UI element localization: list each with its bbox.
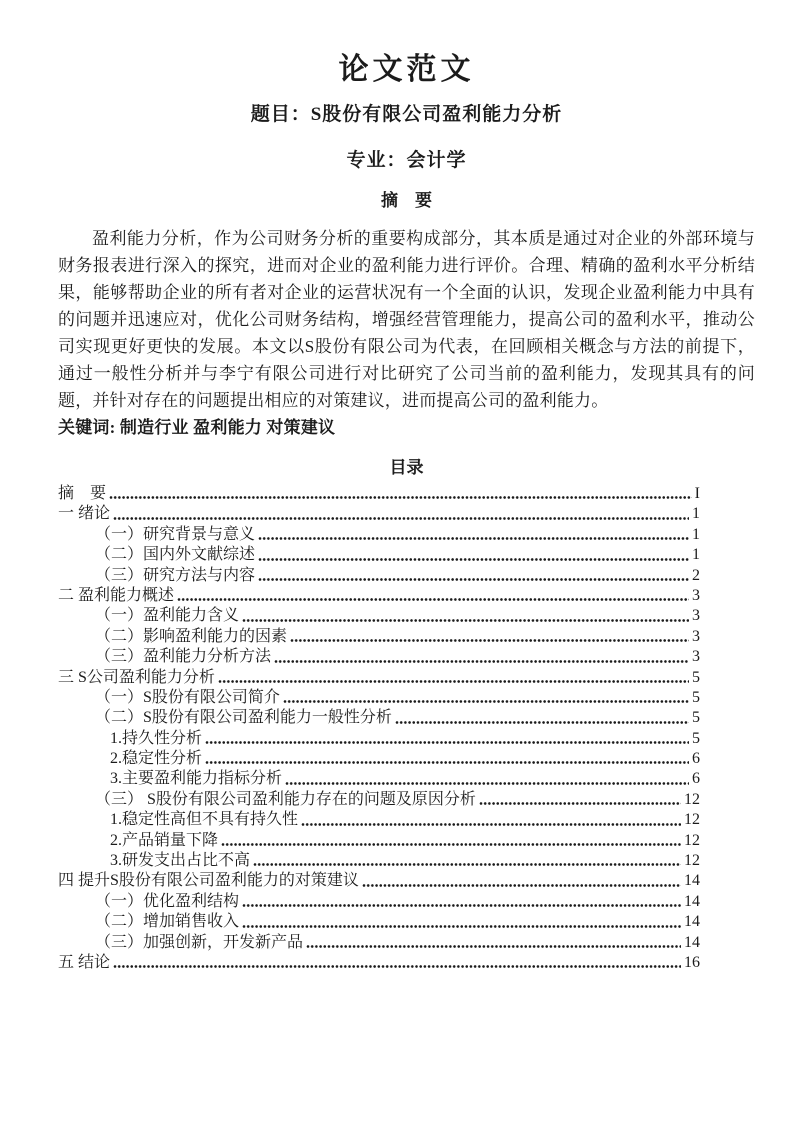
topic-line: 题目：S股份有限公司盈利能力分析 [250,104,563,125]
toc-entry-label: （一）优化盈利结构 [95,892,240,910]
toc-leader-dots [395,720,689,725]
toc-entry [58,749,700,769]
toc-entry [58,769,700,789]
toc-page-number: 3 [692,648,700,666]
toc-leader-dots [218,679,689,684]
toc-leader-dots [258,536,689,541]
toc-entry [58,504,700,524]
toc-entry [58,627,700,647]
toc-leader-dots [258,577,689,582]
toc-page-number: 14 [684,933,700,951]
toc-leader-dots [205,740,689,745]
toc-entry [58,851,700,871]
toc-page-number: 3 [692,607,700,625]
toc-entry [58,790,700,810]
toc-entry [58,586,700,606]
toc-page-number: 3 [692,627,700,645]
table-of-contents [58,484,700,973]
toc-page-number: 14 [684,892,700,910]
toc-entry [58,647,700,667]
toc-page-number: 3 [692,586,700,604]
toc-entry-label: 2.产品销量下降 [110,831,219,849]
toc-leader-dots [479,801,681,806]
toc-entry-label: （三）加强创新，开发新产品 [95,933,304,951]
toc-entry [58,484,700,504]
toc-page-number: 5 [692,688,700,706]
toc-page-number: 14 [684,872,700,890]
toc-leader-dots [242,618,689,623]
toc-entry [58,831,700,851]
toc-page-number: 5 [692,709,700,727]
toc-entry-label: （三）盈利能力分析方法 [95,648,272,666]
toc-entry [58,892,700,912]
toc-entry-label: 四 提升S股份有限公司盈利能力的对策建议 [58,872,359,890]
toc-page-number: 12 [684,790,700,808]
toc-leader-dots [113,516,689,521]
keywords-line [58,414,755,441]
toc-entry-label: 3.主要盈利能力指标分析 [110,770,283,788]
toc-entry [58,729,700,749]
toc-leader-dots [362,883,681,888]
toc-entry-label: （二）影响盈利能力的因素 [95,627,288,645]
keywords-text: 制造行业 盈利能力 对策建议 [119,418,336,437]
toc-entry-label: 摘 要 [58,485,107,502]
toc-entry [58,566,700,586]
toc-entry-label: 五 结论 [58,953,111,971]
toc-entry [58,810,700,830]
toc-entry-label: 2.稳定性分析 [110,750,203,768]
toc-leader-dots [285,781,689,786]
toc-page-number: 6 [692,770,700,788]
toc-page-number: I [694,485,700,502]
toc-entry-label: 三 S公司盈利能力分析 [58,668,215,686]
keywords-label: 关键词: [58,418,116,437]
toc-leader-dots [242,924,681,929]
toc-leader-dots [290,638,689,643]
toc-page-number: 1 [692,525,700,543]
major-line: 专业：会计学 [346,150,467,171]
toc-leader-dots [205,760,689,765]
toc-leader-dots [221,842,681,847]
toc-entry-label: 3.研发支出占比不高 [110,852,251,870]
toc-entry [58,871,700,891]
toc-entry-label: 二 盈利能力概述 [58,586,175,604]
toc-leader-dots [253,862,681,867]
toc-entry-label: （一）研究背景与意义 [95,525,256,543]
toc-page-number: 12 [684,811,700,829]
toc-leader-dots [242,903,681,908]
toc-entry [58,545,700,565]
toc-entry-label: （三） S股份有限公司盈利能力存在的问题及原因分析 [95,790,476,808]
toc-entry-label: （二）国内外文献综述 [95,546,256,564]
toc-leader-dots [283,699,689,704]
toc-page-number: 14 [684,913,700,931]
toc-leader-dots [177,597,689,602]
toc-page-number: 5 [692,729,700,747]
toc-leader-dots [113,964,681,969]
toc-entry-label: （二）S股份有限公司盈利能力一般性分析 [95,709,392,727]
toc-page-number: 1 [692,546,700,564]
toc-page-number: 12 [684,831,700,849]
toc-entry-label: （一）盈利能力含义 [95,607,240,625]
toc-leader-dots [274,659,689,664]
toc-entry-label: 1.持久性分析 [110,729,203,747]
abstract-heading: 摘 要 [381,191,432,210]
toc-entry [58,668,700,688]
abstract-paragraph: 盈利能力分析，作为公司财务分析的重要构成部分，其本质是通过对企业的外部环境与财务报表进行深入的探究，进而对企业的盈利能力进行评价。合理、精确的盈利水平分析结果，能够帮助企业的所有者对企业的运营状况有一个全面的认识，发现企业盈利能力中具有的问题并迅速应对，优化公司财务结构，增强经营管理能力，提高公司的盈利水平，推动公司实现更好更快的发展。本文以S股份有限公司为代表，在回顾相关概念与方法的前提下，通过一般性分析并与李宁有限公司进行对比研究了公司当前的盈利能力，发现其具有的问题，并针对存在的问题提出相应的对策建议，进而提高公司的盈利能力。 [58,229,755,410]
toc-page-number: 6 [692,750,700,768]
toc-entry-label: （二）增加销售收入 [95,913,240,931]
toc-entry [58,912,700,932]
toc-page-number: 16 [684,953,700,971]
toc-page-number: 12 [684,852,700,870]
toc-entry [58,933,700,953]
toc-entry [58,953,700,973]
toc-entry-label: （三）研究方法与内容 [95,566,256,584]
doc-title: 论文范文 [338,53,475,86]
toc-entry [58,606,700,626]
toc-leader-dots [258,557,689,562]
toc-page-number: 2 [692,566,700,584]
toc-page-number: 1 [692,505,700,523]
toc-heading: 目录 [389,458,424,477]
toc-entry-label: 一 绪论 [58,505,111,523]
toc-entry [58,708,700,728]
toc-page-number: 5 [692,668,700,686]
toc-entry-label: 1.稳定性高但不具有持久性 [110,811,299,829]
toc-leader-dots [306,944,681,949]
toc-entry [58,525,700,545]
toc-leader-dots [301,822,681,827]
toc-leader-dots [109,495,692,500]
toc-entry-label: （一）S股份有限公司简介 [95,688,280,706]
toc-entry [58,688,700,708]
